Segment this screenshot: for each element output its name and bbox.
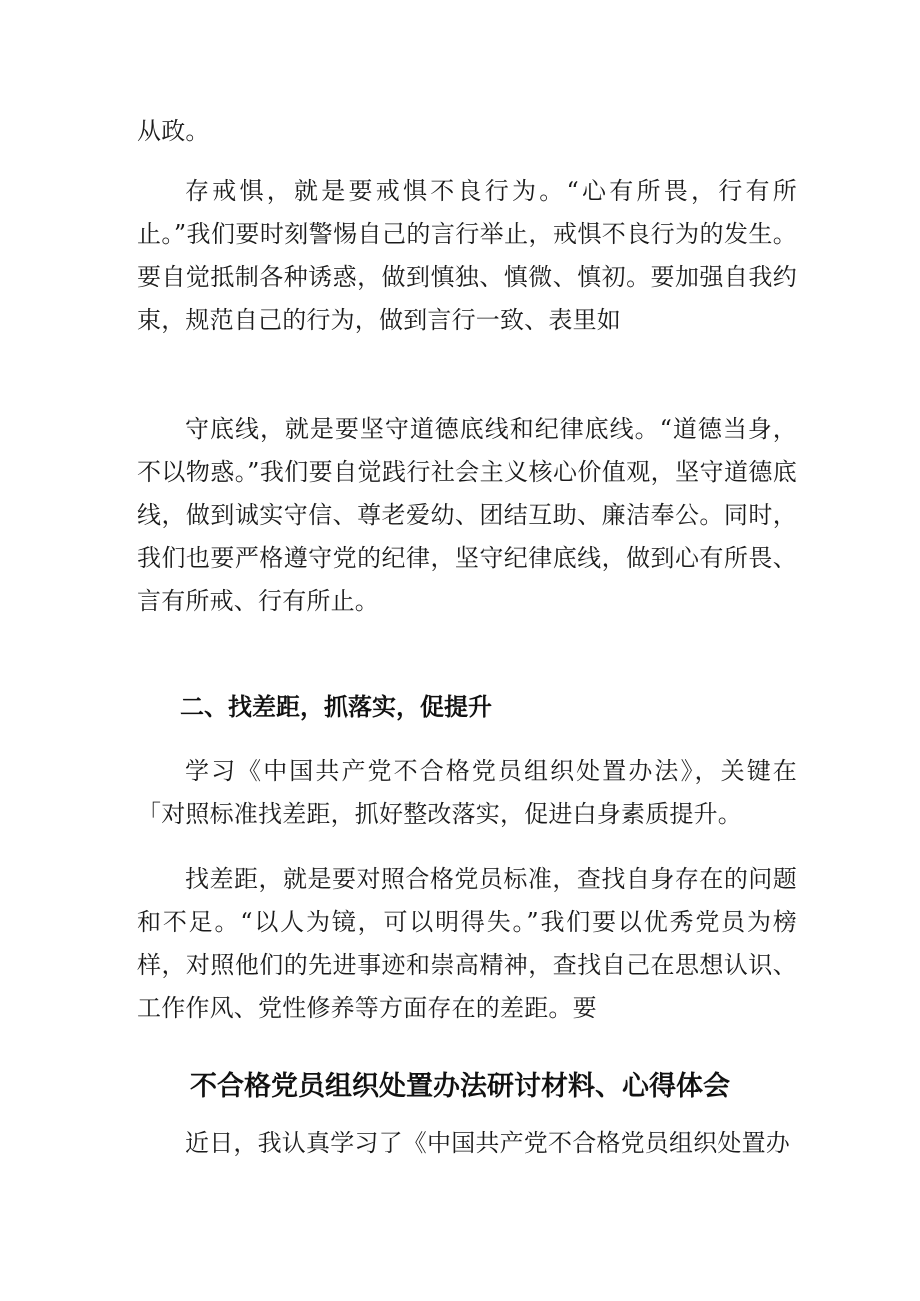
paragraph-shoudixian: 守底线，就是要坚守道德底线和纪律底线。“道德当身，不以物惑。”我们要自觉践行社会主义核心价值观，坚守道德底线，做到诚实守信、尊老爱幼、团结互助、廉洁奉公。同时，我们也要严格遵守党的纪律，坚守纪律底线，做到心有所畏、言有所戒、行有所止。 — [137, 415, 797, 615]
paragraph-ending: 从政。 — [137, 117, 210, 145]
paragraph-cunjieju: 存戒惧，就是要戒惧不良行为。“心有所畏，行有所止。”我们要时刻警惕自己的言行举止，戒惧不良行为的发生。要自觉抵制各种诱惑，做到慎独、慎微、慎初。要加强自我约束，规范自己的行为，做到言行一致、表里如 — [137, 177, 797, 334]
article-title: 不合格党员组织处置办法研讨材料、心得体会 — [190, 1071, 730, 1102]
section-heading-2: 二、找差距，抓落实，促提升 — [180, 693, 492, 721]
paragraph-zhaochaju: 找差距，就是要对照合格党员标准，查找自身存在的问题和不足。“以人为镜，可以明得失。”我们要以优秀党员为榜样，对照他们的先进事迹和崇高精神，查找自己在思想认识、工作作风、党性修养等方面存在的差距。要 — [137, 865, 797, 1022]
paragraph-study-key: 学习《中国共产党不合格党员组织处置办法》，关键在「对照标准找差距，抓好整改落实，促进白身素质提升。 — [137, 757, 797, 828]
paragraph-intro: 近日，我认真学习了《中国共产党不合格党员组织处置办 — [185, 1129, 790, 1157]
